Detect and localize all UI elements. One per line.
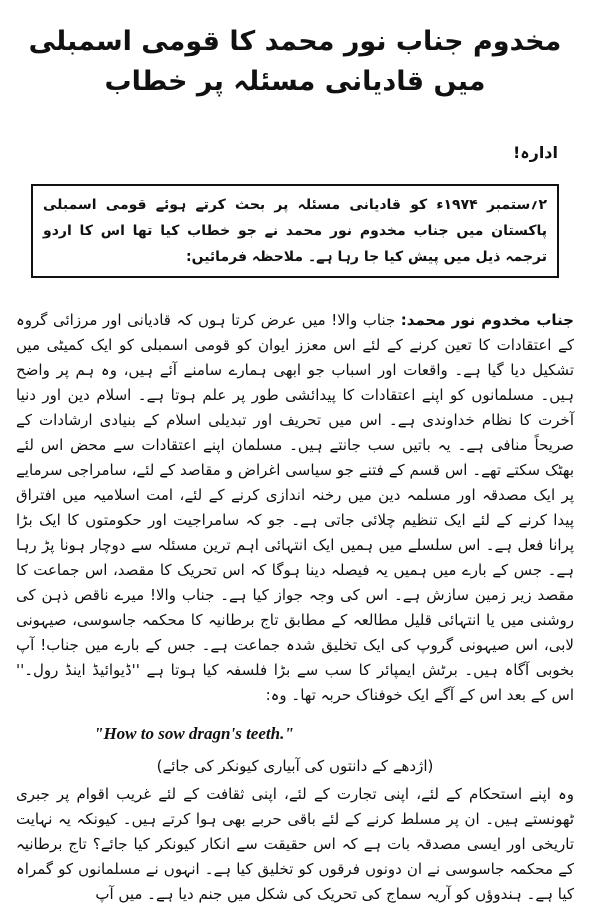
- speaker-name: جناب مخدوم نور محمد:: [400, 311, 574, 329]
- intro-box: [31, 184, 559, 278]
- paragraph-text: جناب والا! میں عرض کرتا ہوں کہ قادیانی اور مرزائی گروہ کے اعتقادات کا تعین کرنے کے لئے اس معزز ایوان کو قومی اسمبلی کو ایک کمیٹی میں تشکیل دیا گیا ہے۔ واقعات اور اسباب جو ابھی ہمارے سامنے آئے ہیں، وہ ہم پر واضح ہیں۔ مسلمانوں کو اپنے اعتقادات کا پیدائشی طور پر علم ہوتا ہے۔ اسلام دین اور دنیا آخرت کا نظام خداوندی ہے۔ اس میں تحریف اور تبدیلی اسلام کے بنیادی ارشادات کے صریحاً منافی ہے۔ یہ باتیں سب جانتے ہیں۔ مسلمان اپنے اعتقادات سے محض اس لئے بھٹک سکتے تھے۔ اس قسم کے فتنے جو سیاسی اغراض و مقاصد کے لئے، سامراجی سرمایے پر ایک مصدقہ اور مسلمہ دین میں رخنہ اندازی کرنے کے لئے، امت اسلامیہ میں افتراق پیدا کرنے کے لئے ایک تنظیم چلائی جاتی ہے۔ جو کہ سامراجیت اور حکومتوں کا ایک بڑا پرانا فعل ہے۔ اس سلسلے میں ہمیں ایک انتہائی اہم ترین مسئلہ سے دوچار ہونا پڑ رہا ہے۔ جس کے بارے میں ہمیں یہ فیصلہ دینا ہوگا کہ اس تحریک کا مقصد، اس جماعت کا مقصد زیر زمین سازش ہے۔ اس کی وجہ جواز کیا ہے۔ جناب والا! میرے ناقص ذہن کی روشنی میں یا انتہائی قلیل مطالعہ کے مطابق تاج برطانیہ کا محکمہ جاسوسی، صیہونی لابی، اس صیہونی گروپ کی ایک تخلیق شدہ جماعت ہے۔ جس کے بارے میں جناب! آپ بخوبی آگاہ ہیں۔ برٹش ایمپائر کا سب سے بڑا فلسفہ کیا ہوتا ہے ''ڈیوائیڈ اینڈ رول۔'' اس کے بعد اس کے آگے ایک خوفناک حربہ تھا۔ وہ:: [16, 311, 574, 704]
- english-quote: "How to sow dragn's teeth.": [94, 724, 294, 743]
- intro-text: ۲؍ستمبر ۱۹۷۴ء کو قادیانی مسئلہ پر بحث کرتے ہوئے قومی اسمبلی پاکستان میں جناب مخدوم نور محمد نے جو خطاب کیا تھا اس کا اردو ترجمہ ذیل میں پیش کیا جا رہا ہے۔ ملاحظہ فرمائیں:: [43, 197, 547, 265]
- article-title: مخدوم جناب نور محمد کا قومی اسمبلی میں قادیانی مسئلہ پر خطاب: [28, 26, 562, 97]
- urdu-quote-translation: (اژدھے کے دانتوں کی آبیاری کیونکر کی جائے): [156, 757, 434, 775]
- author-byline: ادارہ!: [512, 143, 558, 162]
- speech-paragraph-2: وہ اپنے استحکام کے لئے، اپنی تجارت کے لئے، اپنی ثقافت کے لئے غریب اقوام پر جبری ٹھونستے ہیں۔ ان پر مسلط کرنے کے لئے باقی حربے بھی ہوا کرتے ہیں۔ کیونکہ یہ نہایت تاریخی اور ایسی مصدقہ بات ہے کہ اس حقیقت سے انکار کیونکر کیا جائے؟ تاج برطانیہ کے محکمہ جاسوسی نے ان دونوں فرقوں کو تخلیق کیا ہے۔ انہوں نے مسلمانوں کو گمراہ کیا ہے۔ ہندوؤں کو آریہ سماج کی تحریک کی شکل میں جنم دیا ہے۔ میں آپ: [16, 785, 574, 903]
- speech-paragraph: [16, 308, 574, 708]
